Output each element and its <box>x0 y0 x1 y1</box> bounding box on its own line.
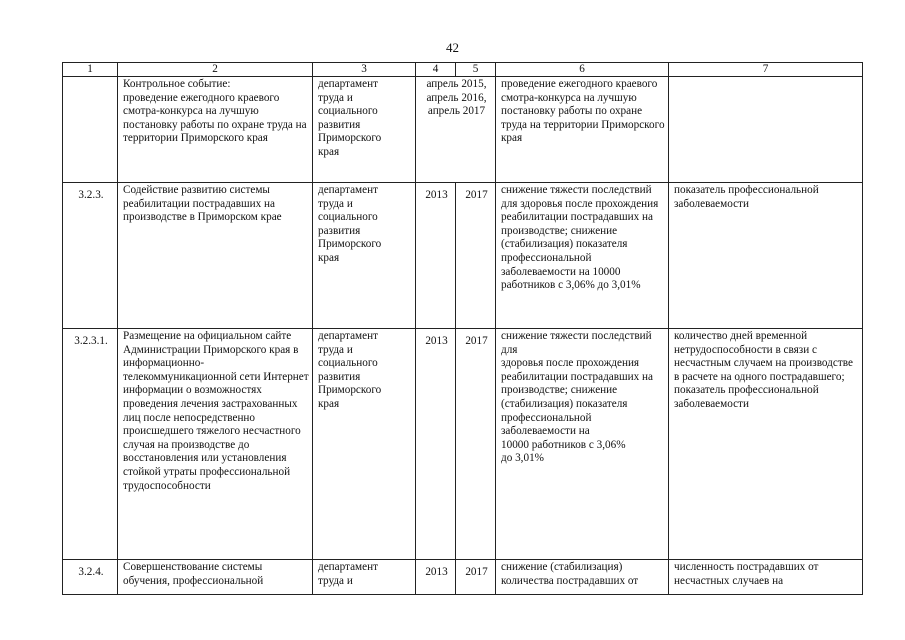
activity-name: Содействие развитию системы реабилитации пострадавших на производстве в Приморском крае <box>118 183 313 329</box>
row-number <box>63 77 118 183</box>
executor: департамент труда и социального развития Приморского края <box>313 329 416 560</box>
table-row <box>63 77 863 183</box>
row-number: 3.2.3. <box>63 183 118 329</box>
activity-name: Совершенствование системы обучения, профессиональной <box>118 560 313 595</box>
header-cell: 6 <box>496 63 669 77</box>
table-row <box>63 329 863 560</box>
executor: департамент труда и социального развития Приморского края <box>313 77 416 183</box>
row-number: 3.2.4. <box>63 560 118 595</box>
expected-result: проведение ежегодного краевого смотра-конкурса на лучшую постановку работы по охране труда на территории Приморского края <box>496 77 669 183</box>
table-row <box>63 560 863 595</box>
start-year: 2013 <box>416 560 456 595</box>
row-number: 3.2.3.1. <box>63 329 118 560</box>
indicator: количество дней временной нетрудоспособности в связи с несчастным случаем на производстве в расчете на одного пострадавшего; показатель профессиональной заболеваемости <box>669 329 863 560</box>
expected-result: снижение тяжести последствий для здоровья после прохождения реабилитации пострадавших на производстве; снижение (стабилизация) показателя профессиональной заболеваемости на 10000 работников с 3,06% до 3,01% <box>496 329 669 560</box>
expected-result: снижение (стабилизация) количества пострадавших от <box>496 560 669 595</box>
header-cell: 7 <box>669 63 863 77</box>
activity-name: Контрольное событие: проведение ежегодного краевого смотра-конкурса на лучшую постановку работы по охране труда на территории Приморского края <box>118 77 313 183</box>
start-year: 2013 <box>416 183 456 329</box>
header-cell: 4 <box>416 63 456 77</box>
page-number: 42 <box>446 40 459 55</box>
end-year: 2017 <box>456 183 496 329</box>
end-year: 2017 <box>456 329 496 560</box>
end-year: 2017 <box>456 560 496 595</box>
control-dates: апрель 2015, апрель 2016, апрель 2017 <box>416 77 496 183</box>
expected-result: снижение тяжести последствий для здоровья после прохождения реабилитации пострадавших на производстве; снижение (стабилизация) показателя профессиональной заболеваемости на 10000 работников с 3,06% до 3,01% <box>496 183 669 329</box>
executor: департамент труда и социального развития Приморского края <box>313 183 416 329</box>
activities-table <box>62 62 863 595</box>
header-cell: 3 <box>313 63 416 77</box>
header-cell: 2 <box>118 63 313 77</box>
indicator: численность пострадавших от несчастных случаев на <box>669 560 863 595</box>
table-row <box>63 183 863 329</box>
executor: департамент труда и <box>313 560 416 595</box>
indicator: показатель профессиональной заболеваемости <box>669 183 863 329</box>
header-cell: 1 <box>63 63 118 77</box>
activity-name: Размещение на официальном сайте Администрации Приморского края в информационно- телекоммуникационной сети Интернет информации о возможностях проведения лечения застрахованных лиц после непосредственно происшедшего тяжелого несчастного случая на производстве до восстановления или установления стойкой утраты профессиональной трудоспособности <box>118 329 313 560</box>
start-year: 2013 <box>416 329 456 560</box>
indicator <box>669 77 863 183</box>
header-cell: 5 <box>456 63 496 77</box>
table-header-row <box>63 63 863 77</box>
